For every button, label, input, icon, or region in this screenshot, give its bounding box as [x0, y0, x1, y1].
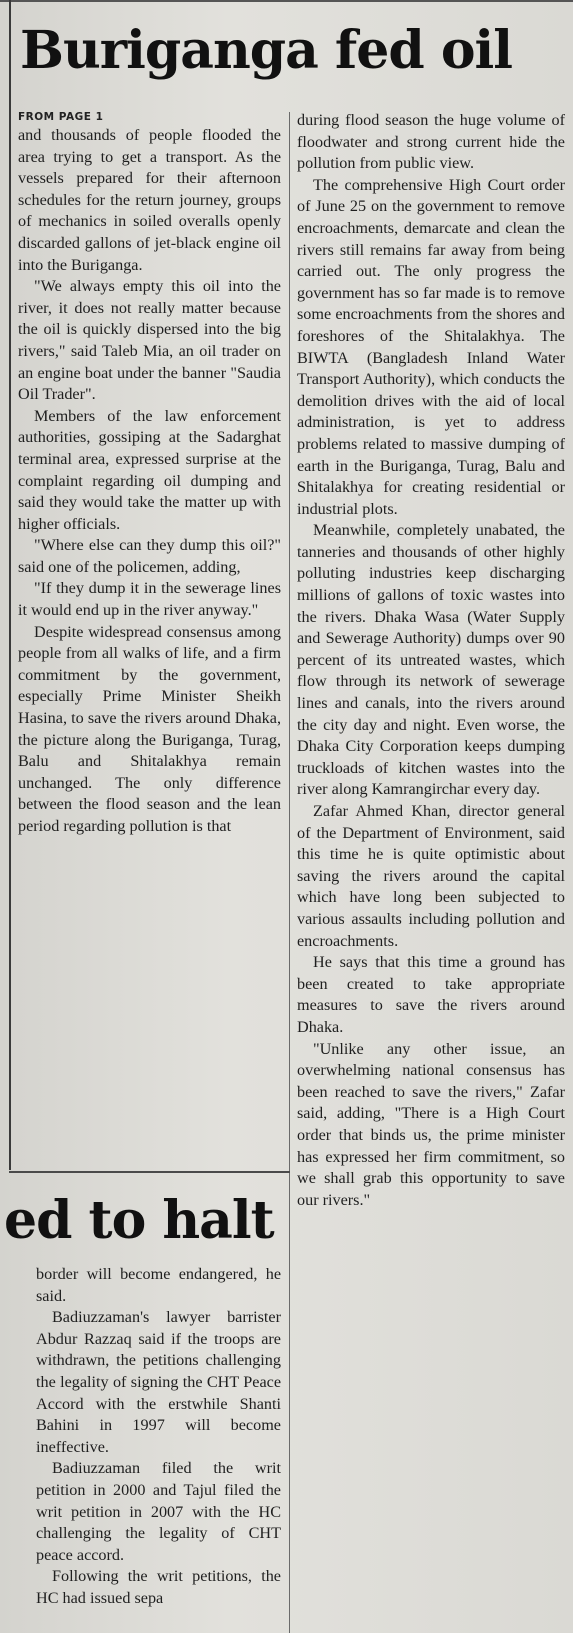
paragraph: and thousands of people flooded the area trying to get a transport. As the vessels prepared for their afternoon schedules for the return journey, groups of mechanics in soiled overalls openly discarded gallons of jet-black engine oil into the Buriganga.	[18, 126, 281, 274]
paragraph: Despite widespread consensus among people from all walks of life, and a firm commitment by the government, especially Prime Minister Sheikh Hasina, to save the rivers around Dhaka, the picture along the Buriganga, Turag, Balu and Shitalakhya remain unchanged. The only difference between the flood season and the lean period regarding pollution is that	[18, 622, 281, 835]
paragraph: The comprehensive High Court order of June 25 on the government to remove encroachments, demarcate and clean the rivers still remains far away from being carried out. The only progress the government has so far made is to remove some encroachments from the shores and foreshores of the Shitalakhya. The BIWTA (Bangladesh Inland Water Transport Authority), which conducts the demolition drives with the aid of local administration, is yet to address problems related to massive dumping of earth in the Buriganga, Turag, Balu and Shitalakhya for creating residential or industrial plots.	[297, 175, 565, 518]
paragraph: Meanwhile, completely unabated, the tanneries and thousands of other highly polluting industries keep discharging millions of gallons of toxic wastes into the rivers. Dhaka Wasa (Water Supply and Sewerage Authority) dumps over 90 percent of its untreated wastes, which flow through its network of sewerage lines and canals, into the rivers around the city day and night. Even worse, the Dhaka City Corporation keeps dumping truckloads of kitchen wastes into the river along Kamrangirchar every day.	[297, 521, 565, 799]
story1-column-2	[297, 110, 565, 1633]
paragraph: during flood season the huge volume of floodwater and strong current hide the pollution from public view.	[297, 111, 565, 173]
paragraph: Members of the law enforcement authorities, gossiping at the Sadarghat terminal area, expressed surprise at the complaint regarding oil dumping and said they would take the matter up with higher officials.	[18, 406, 281, 533]
paragraph: "We always empty this oil into the river, it does not really matter because the oil is quickly dispersed into the big rivers," said Taleb Mia, an oil trader on an engine boat under the banner "Saudia Oil Trader".	[18, 277, 281, 404]
paragraph: "Unlike any other issue, an overwhelming national consensus has been reached to save the rivers," Zafar said, adding, "There is a High Court order that binds us, the prime minister has expressed her firm commitment, so we shall grab this opportunity to save our rivers."	[297, 1039, 565, 1209]
left-column-rule	[9, 0, 11, 1170]
column-divider	[289, 112, 290, 1633]
story2-column	[36, 1264, 281, 1633]
headline-buriganga: Buriganga fed oil	[20, 20, 513, 81]
paragraph: Badiuzzaman filed the writ petition in 2000 and Tajul filed the writ petition in 2007 with the HC challenging the legality of CHT peace accord.	[36, 1459, 281, 1564]
paragraph: Following the writ petitions, the HC had issued sepa	[36, 1567, 281, 1607]
paragraph: "If they dump it in the sewerage lines it would end up in the river anyway."	[18, 579, 281, 620]
paragraph: border will become endangered, he said.	[36, 1265, 281, 1305]
paragraph: Badiuzzaman's lawyer barrister Abdur Razzaq said if the troops are withdrawn, the petitions challenging the legality of signing the CHT Peace Accord with the erstwhile Shanti Bahini in 1997 will become ineffective.	[36, 1308, 281, 1456]
kicker-from-page: FROM PAGE 1	[18, 111, 104, 123]
paragraph: He says that this time a ground has been created to take appropriate measures to save the rivers around Dhaka.	[297, 953, 565, 1036]
headline-halt: ed to halt	[4, 1190, 274, 1251]
top-rule	[0, 0, 573, 2]
story-divider	[9, 1171, 290, 1173]
story1-column-1	[18, 110, 281, 1170]
paragraph: "Where else can they dump this oil?" said one of the policemen, adding,	[18, 536, 281, 576]
paragraph: Zafar Ahmed Khan, director general of the Department of Environment, said this time he is quite optimistic about saving the rivers around the capital which have long been subjected to various assaults including pollution and encroachments.	[297, 802, 565, 950]
